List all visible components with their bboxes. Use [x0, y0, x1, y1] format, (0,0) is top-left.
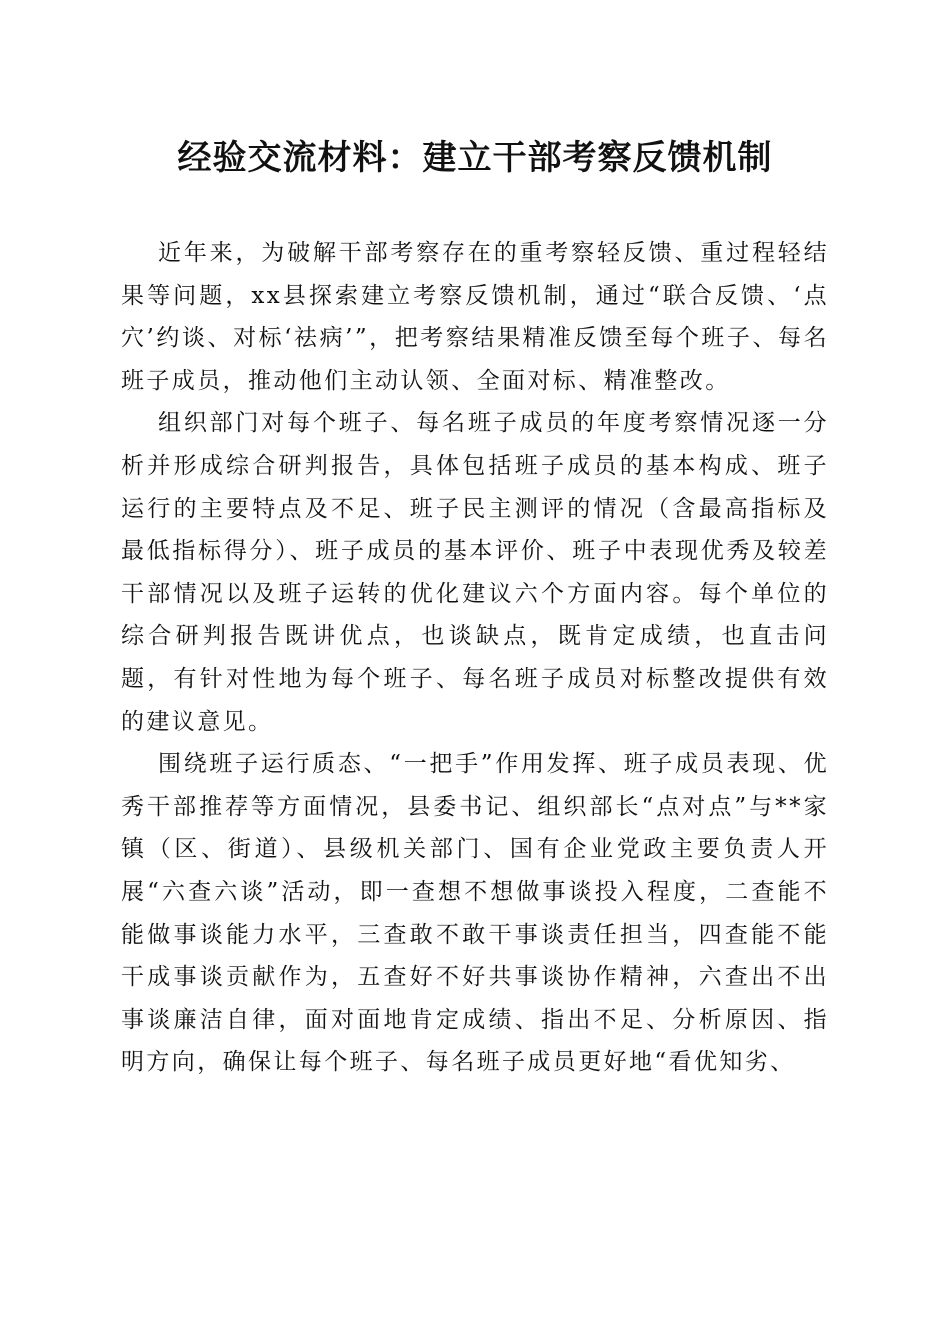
paragraph-1: 近年来，为破解干部考察存在的重考察轻反馈、重过程轻结果等问题，xx县探索建立考察反馈机制，通过“联合反馈、‘点穴’约谈、对标‘祛病’”，把考察结果精准反馈至每个班子、每名班子成员，推动他们主动认领、全面对标、精准整改。	[121, 240, 829, 394]
document-body	[121, 232, 829, 1084]
paragraph-3: 围绕班子运行质态、“一把手”作用发挥、班子成员表现、优秀干部推荐等方面情况，县委书记、组织部长“点对点”与**家镇（区、街道）、县级机关部门、国有企业党政主要负责人开展“六查六谈”活动，即一查想不想做事谈投入程度，二查能不能做事谈能力水平，三查敢不敢干事谈责任担当，四查能不能干成事谈贡献作为，五查好不好共事谈协作精神，六查出不出事谈廉洁自律，面对面地肯定成绩、指出不足、分析原因、指明方向，确保让每个班子、每名班子成员更好地“看优知劣、	[121, 751, 829, 1076]
document-title: 经验交流材料：建立干部考察反馈机制	[177, 138, 773, 178]
paragraph-2: 组织部门对每个班子、每名班子成员的年度考察情况逐一分析并形成综合研判报告，具体包括班子成员的基本构成、班子运行的主要特点及不足、班子民主测评的情况（含最高指标及最低指标得分）、班子成员的基本评价、班子中表现优秀及较差干部情况以及班子运转的优化建议六个方面内容。每个单位的综合研判报告既讲优点，也谈缺点，既肯定成绩，也直击问题，有针对性地为每个班子、每名班子成员对标整改提供有效的建议意见。	[121, 410, 829, 735]
